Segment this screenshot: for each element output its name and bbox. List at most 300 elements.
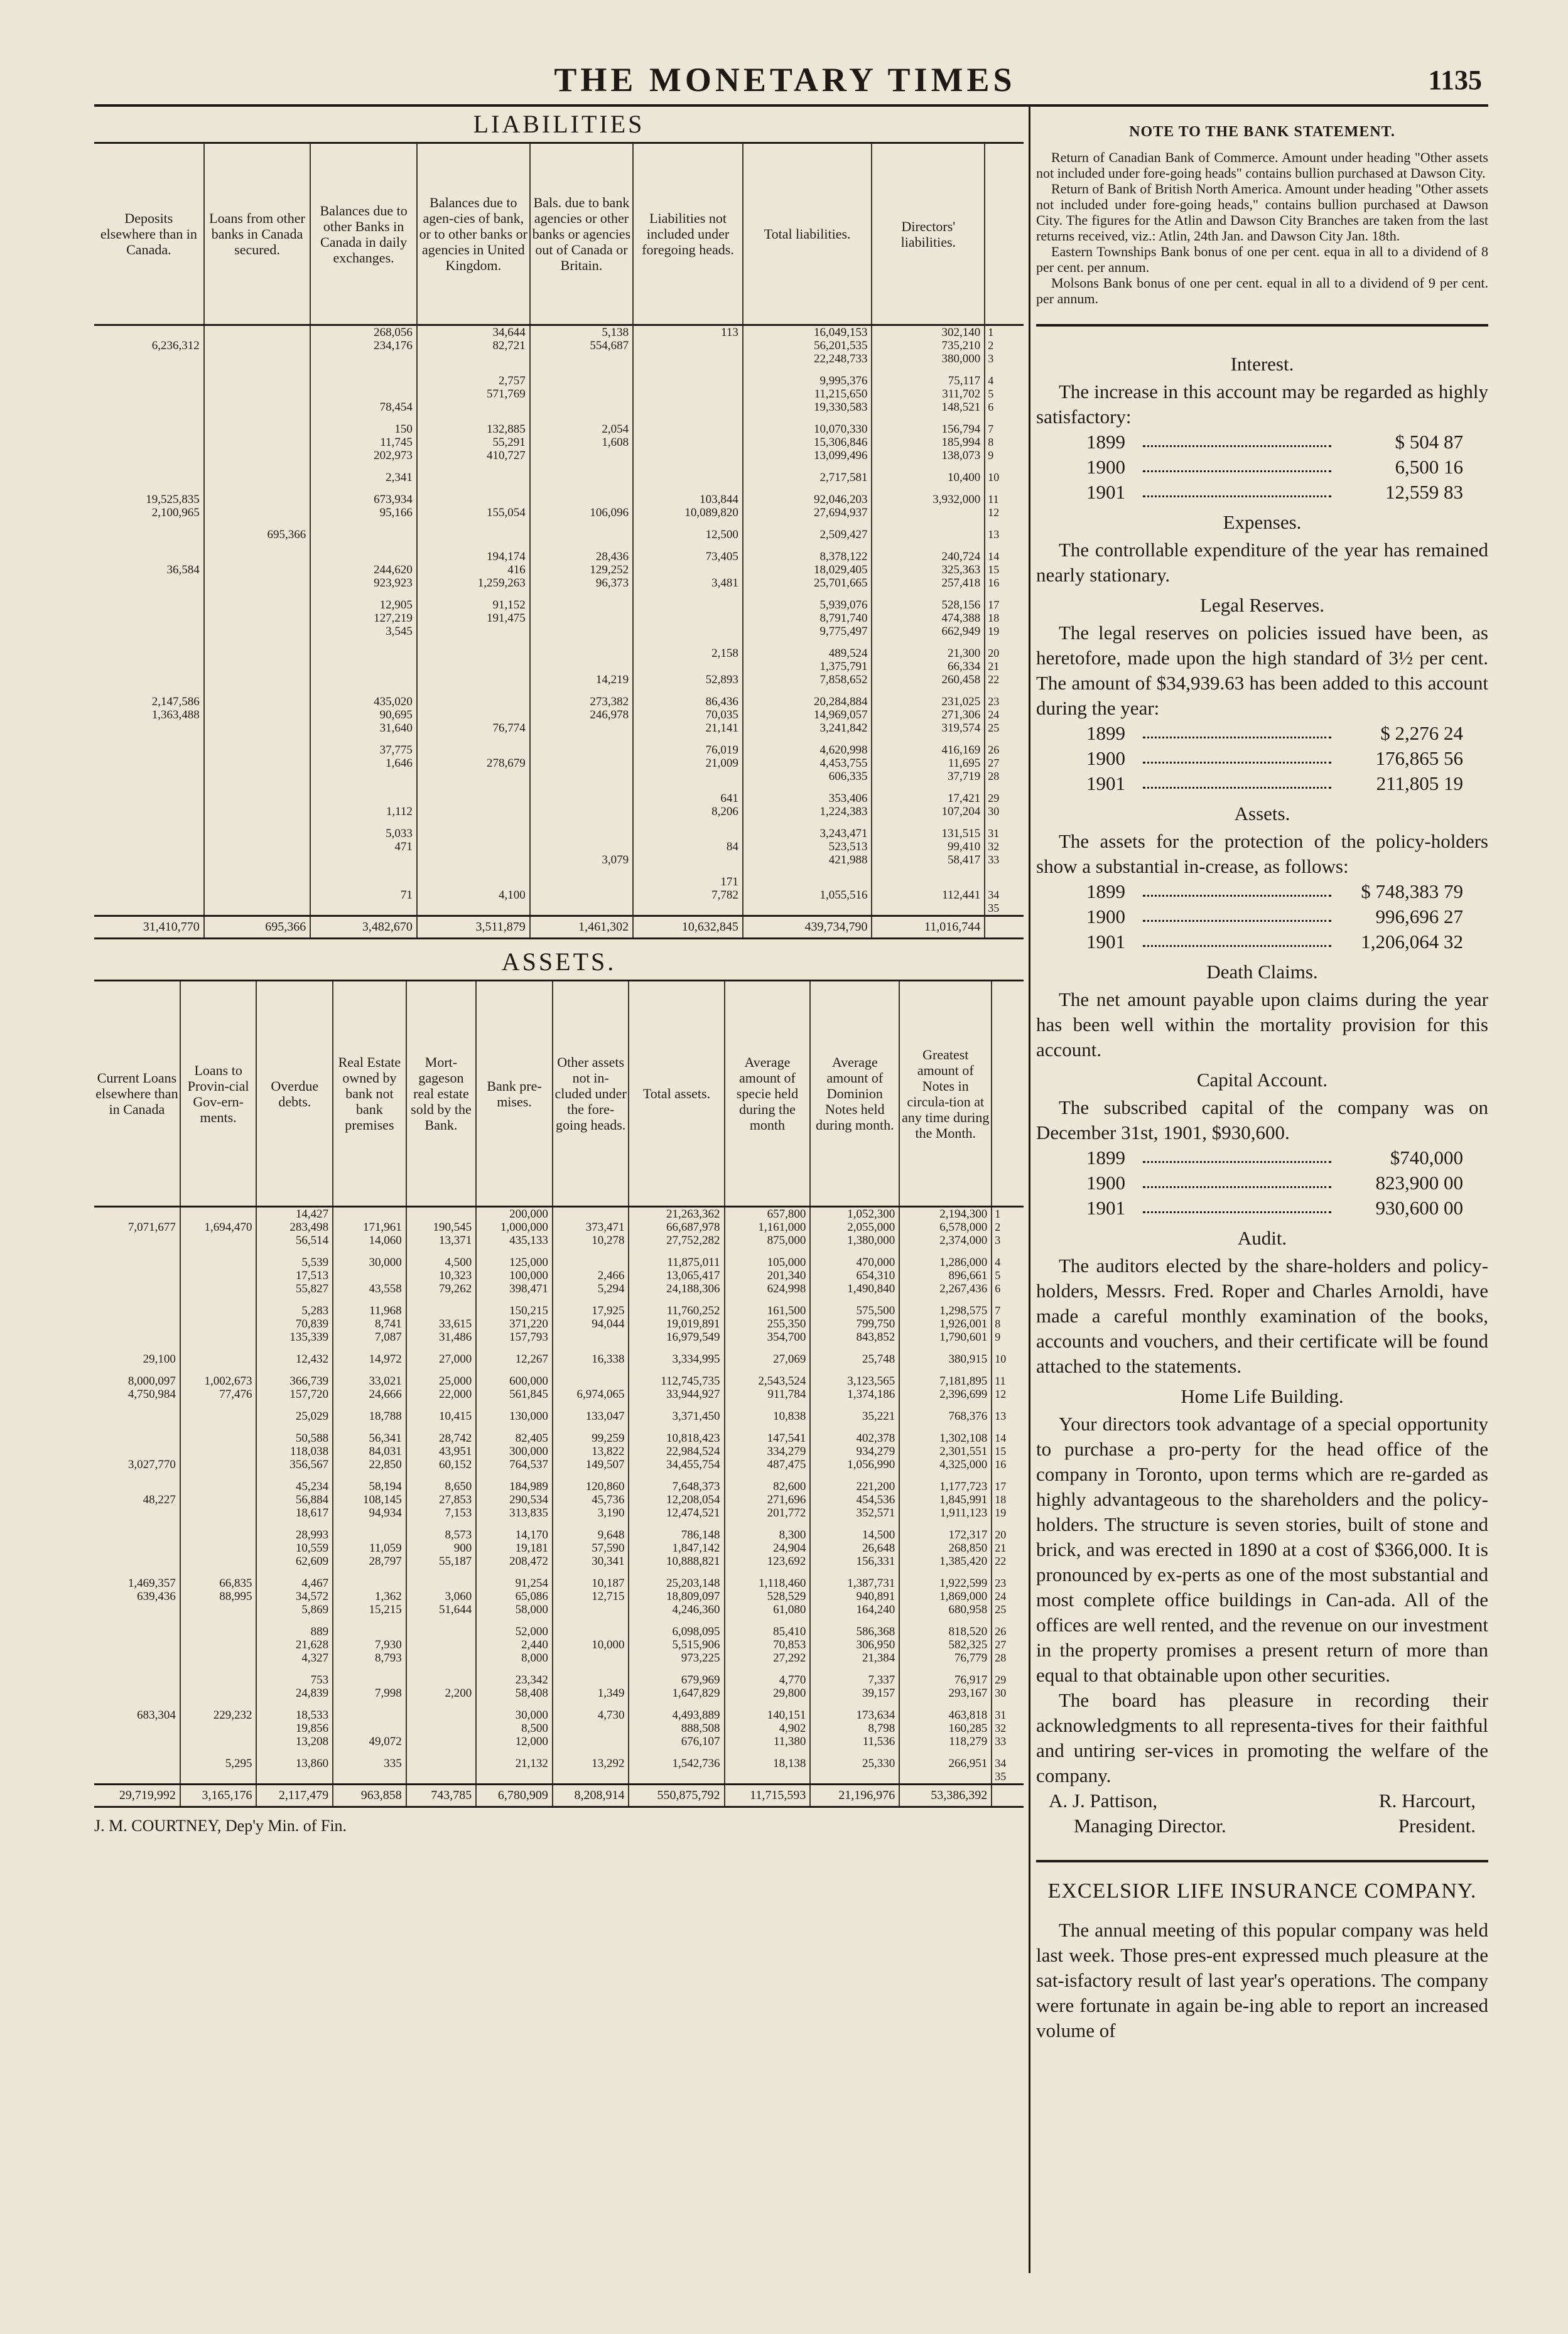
liabilities-cell	[310, 647, 417, 660]
spacer-cell	[180, 1471, 257, 1480]
liabilities-cell: 21,141	[633, 721, 743, 735]
liabilities-row	[94, 528, 1024, 541]
assets-cell: 43,951	[406, 1445, 477, 1458]
spacer-cell	[94, 1520, 180, 1528]
assets-cell	[333, 1625, 406, 1638]
liabilities-row	[94, 889, 1024, 902]
spacer-cell	[629, 1568, 724, 1577]
spacer-cell	[553, 1616, 629, 1625]
liabilities-cell: 37,775	[310, 743, 417, 757]
assets-cell: 586,368	[810, 1625, 899, 1638]
spacer-cell	[180, 1748, 257, 1757]
assets-cell	[94, 1638, 180, 1651]
liabilities-cell: 554,687	[530, 339, 633, 352]
liabilities-cell: 2,757	[417, 374, 530, 387]
liabilities-row	[94, 563, 1024, 576]
assets-cell: 19,856	[256, 1722, 333, 1735]
assets-cell	[810, 1770, 899, 1785]
row-spacer	[94, 686, 1024, 695]
dot-leader	[1143, 1170, 1331, 1188]
liabilities-cell: 27,694,937	[743, 506, 872, 519]
liabilities-column-header: Deposits elsewhere than in Canada.	[94, 143, 204, 325]
liabilities-row	[94, 840, 1024, 853]
figure-year: 1899	[1086, 1147, 1125, 1169]
row-number: 21	[985, 660, 1024, 673]
liabilities-cell	[94, 449, 204, 462]
assets-cell: 7,930	[333, 1638, 406, 1651]
assets-cell: 30,000	[333, 1256, 406, 1269]
assets-cell: 21,132	[476, 1757, 553, 1770]
dot-leader	[1143, 929, 1331, 947]
liabilities-cell	[417, 660, 530, 673]
spacer-cell	[406, 1423, 477, 1432]
spacer-cell	[94, 1366, 180, 1375]
spacer-cell	[310, 867, 417, 875]
spacer-cell	[476, 1247, 553, 1256]
liabilities-cell	[204, 563, 311, 576]
row-number: 22	[992, 1555, 1024, 1568]
spacer-cell	[553, 1344, 629, 1353]
spacer-cell	[553, 1665, 629, 1673]
liabilities-cell: 416,169	[872, 743, 985, 757]
liabilities-cell: 278,679	[417, 757, 530, 770]
liabilities-cell	[633, 660, 743, 673]
assets-cell: 62,609	[256, 1555, 333, 1568]
assets-cell: 7,181,895	[899, 1375, 992, 1388]
liabilities-cell: 11,215,650	[743, 387, 872, 401]
liabilities-cell: 3,545	[310, 625, 417, 638]
liabilities-row	[94, 550, 1024, 563]
row-number: 8	[985, 436, 1024, 449]
spacer-cell	[310, 414, 417, 423]
spacer-cell	[725, 1700, 811, 1709]
row-spacer	[94, 783, 1024, 792]
liabilities-cell	[204, 387, 311, 401]
assets-cell: 13,208	[256, 1735, 333, 1748]
liabilities-cell	[633, 471, 743, 484]
assets-cell: 12,474,521	[629, 1506, 724, 1520]
liabilities-cell: 150	[310, 423, 417, 436]
liabilities-cell: 202,973	[310, 449, 417, 462]
spacer-cell	[899, 1295, 992, 1304]
assets-cell: 2,466	[553, 1269, 629, 1282]
liabilities-cell: 25,701,665	[743, 576, 872, 590]
capital-figures	[1036, 1145, 1488, 1221]
liabilities-cell	[94, 827, 204, 840]
assets-row	[94, 1221, 1024, 1234]
liabilities-cell	[633, 436, 743, 449]
spacer-cell	[94, 735, 204, 743]
assets-cell: 201,340	[725, 1269, 811, 1282]
liabilities-cell: 319,574	[872, 721, 985, 735]
row-number: 20	[985, 647, 1024, 660]
assets-cell	[94, 1542, 180, 1555]
spacer-cell	[899, 1366, 992, 1375]
liabilities-cell	[204, 339, 311, 352]
deputy-minister-signature: J. M. COURTNEY, Dep'y Min. of Fin.	[94, 1817, 347, 1835]
assets-column-header	[992, 981, 1024, 1207]
assets-total-cell: 29,719,992	[94, 1785, 180, 1807]
liabilities-row	[94, 673, 1024, 686]
spacer-cell	[94, 1748, 180, 1757]
spacer-cell	[530, 867, 633, 875]
liabilities-cell: 240,724	[872, 550, 985, 563]
spacer-cell	[633, 519, 743, 528]
spacer-cell	[530, 818, 633, 827]
assets-cell	[180, 1603, 257, 1616]
signature-titles	[1036, 1813, 1488, 1839]
assets-cell	[94, 1528, 180, 1542]
spacer-cell	[629, 1748, 724, 1757]
liabilities-row	[94, 792, 1024, 805]
liabilities-cell	[94, 757, 204, 770]
page-number: 1135	[1428, 65, 1482, 95]
assets-cell: 8,573	[406, 1528, 477, 1542]
assets-row	[94, 1282, 1024, 1295]
spacer-cell	[310, 484, 417, 493]
spacer-cell	[899, 1568, 992, 1577]
article-rule	[1036, 1860, 1488, 1862]
assets-cell: 1,469,357	[127, 1577, 176, 1590]
liabilities-cell	[417, 352, 530, 365]
liabilities-cell	[204, 436, 311, 449]
assets-row	[94, 1722, 1024, 1735]
liabilities-cell: 246,978	[530, 708, 633, 721]
spacer-cell	[94, 1665, 180, 1673]
liabilities-cell	[530, 352, 633, 365]
spacer-cell	[204, 867, 311, 875]
assets-cell: 22,984,524	[629, 1445, 724, 1458]
liabilities-cell: 435,020	[310, 695, 417, 708]
liabilities-row	[94, 647, 1024, 660]
assets-cell	[180, 1353, 257, 1366]
liabilities-cell	[417, 528, 530, 541]
spacer-cell	[310, 686, 417, 695]
assets-cell: 639,436	[137, 1590, 176, 1603]
assets-cell: 1,052,300	[810, 1207, 899, 1221]
liabilities-cell: 103,844	[633, 493, 743, 506]
assets-cell: 84,031	[333, 1445, 406, 1458]
spacer-cell	[417, 541, 530, 550]
assets-total-cell: 21,196,976	[810, 1785, 899, 1807]
spacer-cell	[992, 1700, 1024, 1709]
assets-cell: 135,339	[256, 1331, 333, 1344]
spacer-cell	[743, 414, 872, 423]
spacer-cell	[333, 1748, 406, 1757]
assets-cell: 2,440	[476, 1638, 553, 1651]
assets-cell: 33,021	[333, 1375, 406, 1388]
row-spacer	[94, 1616, 1024, 1625]
liabilities-cell	[204, 401, 311, 414]
assets-cell: 12,432	[256, 1353, 333, 1366]
excelsior-heading: EXCELSIOR LIFE INSURANCE COMPANY.	[1047, 1879, 1477, 1903]
assets-cell	[406, 1625, 477, 1638]
liabilities-row	[94, 423, 1024, 436]
assets-row	[94, 1493, 1024, 1506]
liabilities-row	[94, 853, 1024, 867]
liabilities-cell	[417, 840, 530, 853]
assets-row	[94, 1506, 1024, 1520]
liabilities-cell: 3,481	[633, 576, 743, 590]
liabilities-cell: 96,373	[530, 576, 633, 590]
liabilities-cell: 138,073	[872, 449, 985, 462]
assets-cell: 19,019,891	[629, 1317, 724, 1331]
liabilities-row	[94, 401, 1024, 414]
assets-cell	[180, 1432, 257, 1445]
assets-cell: 753	[256, 1673, 333, 1687]
liabilities-cell	[94, 805, 204, 818]
row-number: 2	[992, 1221, 1024, 1234]
assets-cell	[94, 1480, 180, 1493]
assets-cell: 380,915	[899, 1353, 992, 1366]
row-number: 15	[992, 1445, 1024, 1458]
assets-cell: 12,267	[476, 1353, 553, 1366]
row-number: 15	[985, 563, 1024, 576]
assets-total-cell: 2,117,479	[256, 1785, 333, 1807]
assets-cell: 70,839	[256, 1317, 333, 1331]
dot-leader	[1143, 904, 1331, 922]
liabilities-cell: 3,932,000	[872, 493, 985, 506]
spacer-cell	[530, 686, 633, 695]
assets-cell: 9,648	[553, 1528, 629, 1542]
spacer-cell	[629, 1700, 724, 1709]
assets-cell: 1,298,575	[899, 1304, 992, 1317]
liabilities-cell	[94, 875, 204, 889]
spacer-cell	[94, 365, 204, 374]
row-number: 3	[985, 352, 1024, 365]
spacer-cell	[629, 1247, 724, 1256]
assets-cell: 1,869,000	[899, 1590, 992, 1603]
liabilities-row	[94, 902, 1024, 916]
dot-leader	[1143, 480, 1331, 497]
liabilities-cell	[204, 889, 311, 902]
row-number: 31	[992, 1709, 1024, 1722]
liabilities-cell	[204, 625, 311, 638]
assets-cell: 1,056,990	[810, 1458, 899, 1471]
assets-cell: 35,221	[810, 1410, 899, 1423]
assets-cell	[94, 1735, 180, 1748]
row-spacer	[94, 1568, 1024, 1577]
assets-cell: 3,190	[553, 1506, 629, 1520]
liabilities-cell	[530, 757, 633, 770]
assets-cell: 85,410	[725, 1625, 811, 1638]
assets-cell: 4,246,360	[629, 1603, 724, 1616]
assets-cell: 2,055,000	[810, 1221, 899, 1234]
row-spacer	[94, 638, 1024, 647]
assets-cell: 27,000	[406, 1353, 477, 1366]
spacer-cell	[992, 1295, 1024, 1304]
assets-cell	[94, 1555, 180, 1568]
spacer-cell	[743, 783, 872, 792]
liabilities-cell	[94, 625, 204, 638]
assets-cell: 48,227	[143, 1493, 176, 1506]
liabilities-title: LIABILITIES	[473, 110, 645, 138]
assets-cell	[406, 1304, 477, 1317]
assets-cell: 11,059	[333, 1542, 406, 1555]
assets-cell: 366,739	[256, 1375, 333, 1388]
liabilities-cell: 21,009	[633, 757, 743, 770]
assets-cell: 56,514	[256, 1234, 333, 1247]
assets-cell	[180, 1331, 257, 1344]
figure-line	[1036, 430, 1488, 455]
assets-cell: 11,536	[810, 1735, 899, 1748]
spacer-cell	[406, 1665, 477, 1673]
row-number: 16	[992, 1458, 1024, 1471]
spacer-cell	[725, 1616, 811, 1625]
assets-cell	[180, 1410, 257, 1423]
liabilities-cell	[530, 647, 633, 660]
assets-cell	[180, 1687, 257, 1700]
assets-cell	[94, 1770, 180, 1785]
liabilities-cell	[417, 673, 530, 686]
row-spacer	[94, 1748, 1024, 1757]
row-number: 5	[992, 1269, 1024, 1282]
spacer-cell	[417, 462, 530, 471]
paragraph: Your directors took advantage of a special opportunity to purchase a pro-perty for the head office of the company in Toronto, upon terms which are re-garded as highly advantageous to the shareholders and the policy-holders. The structure is seven stories, built of stone and brick, and was erected in 1890 at a cost of $366,000. It is pronounced by ex-perts as one of the most substantial and most complete office buildings in Can-ada. All of the offices are well rented, and the revenue on our investment in the property promises a present return of more than equal to that obtainable upon other securities.	[1036, 1413, 1488, 1686]
spacer-cell	[633, 735, 743, 743]
spacer-cell	[629, 1366, 724, 1375]
liabilities-cell	[204, 647, 311, 660]
liabilities-cell	[204, 423, 311, 436]
assets-cell: 1,490,840	[810, 1282, 899, 1295]
row-number: 17	[985, 598, 1024, 612]
assets-cell	[553, 1722, 629, 1735]
assets-row	[94, 1458, 1024, 1471]
figure-amount: $ 504 87	[1395, 431, 1463, 453]
row-number: 9	[985, 449, 1024, 462]
spacer-cell	[553, 1748, 629, 1757]
liabilities-cell: 75,117	[872, 374, 985, 387]
spacer-cell	[204, 519, 311, 528]
assets-cell	[180, 1480, 257, 1493]
spacer-cell	[985, 735, 1024, 743]
row-number: 8	[992, 1317, 1024, 1331]
spacer-cell	[204, 818, 311, 827]
row-number: 30	[992, 1687, 1024, 1700]
dot-leader	[1143, 1145, 1331, 1163]
row-number: 4	[992, 1256, 1024, 1269]
assets-cell: 1,002,673	[180, 1375, 257, 1388]
figure-line	[1036, 1145, 1488, 1170]
assets-cell	[553, 1603, 629, 1616]
figure-year: 1899	[1086, 431, 1125, 453]
assets-cell: 4,327	[256, 1651, 333, 1665]
assets-cell: 125,000	[476, 1256, 553, 1269]
liabilities-cell	[94, 889, 204, 902]
assets-cell: 4,730	[553, 1709, 629, 1722]
row-spacer	[94, 462, 1024, 471]
spacer-cell	[333, 1401, 406, 1410]
spacer-cell	[872, 590, 985, 598]
assets-cell	[406, 1709, 477, 1722]
assets-column-header: Real Estate owned by bank not bank premises	[333, 981, 406, 1207]
assets-cell: 200,000	[476, 1207, 553, 1221]
title-managing-director: Managing Director.	[1074, 1815, 1226, 1837]
assets-row	[94, 1410, 1024, 1423]
assets-cell: 147,541	[725, 1432, 811, 1445]
spacer-cell	[180, 1401, 257, 1410]
liabilities-cell: 112,441	[872, 889, 985, 902]
spacer-cell	[406, 1366, 477, 1375]
row-number	[985, 875, 1024, 889]
assets-total-cell: 963,858	[333, 1785, 406, 1807]
spacer-cell	[310, 365, 417, 374]
assets-total-cell: 6,780,909	[476, 1785, 553, 1807]
liabilities-cell	[633, 352, 743, 365]
assets-cell: 8,741	[333, 1317, 406, 1331]
assets-cell: 22,850	[333, 1458, 406, 1471]
liabilities-total-cell: 439,734,790	[743, 916, 872, 939]
figure-year: 1899	[1086, 880, 1125, 902]
liabilities-cell	[94, 401, 204, 414]
spacer-cell	[417, 686, 530, 695]
liabilities-cell	[872, 875, 985, 889]
liabilities-cell: 113	[633, 325, 743, 340]
assets-cell: 24,666	[333, 1388, 406, 1401]
assets-cell: 157,793	[476, 1331, 553, 1344]
spacer-cell	[553, 1295, 629, 1304]
assets-column-header: Greatest amount of Notes in circula-tion at any time during the Month.	[899, 981, 992, 1207]
assets-column-header: Total assets.	[629, 981, 724, 1207]
liabilities-column-header	[985, 143, 1024, 325]
liabilities-cell	[530, 625, 633, 638]
assets-cell: 1,694,470	[180, 1221, 257, 1234]
assets-cell: 82,600	[725, 1480, 811, 1493]
row-number: 7	[992, 1304, 1024, 1317]
liabilities-row	[94, 660, 1024, 673]
spacer-cell	[256, 1423, 333, 1432]
spacer-cell	[417, 519, 530, 528]
assets-cell: 34,455,754	[629, 1458, 724, 1471]
assets-cell: 88,995	[180, 1590, 257, 1603]
spacer-cell	[810, 1295, 899, 1304]
assets-cell	[553, 1735, 629, 1748]
assets-cell	[333, 1269, 406, 1282]
row-number: 6	[985, 401, 1024, 414]
assets-cell	[180, 1493, 257, 1506]
note-paragraph: Eastern Townships Bank bonus of one per cent. equa in all to a dividend of 8 per cent. per annum.	[1036, 244, 1488, 275]
spacer-cell	[985, 484, 1024, 493]
assets-cell: 679,969	[629, 1673, 724, 1687]
assets-cell: 1,161,000	[725, 1221, 811, 1234]
paragraph: The increase in this account may be regarded as highly satisfactory:	[1036, 381, 1488, 428]
liabilities-cell: 66,334	[872, 660, 985, 673]
liabilities-cell: 11,745	[310, 436, 417, 449]
assets-row	[94, 1388, 1024, 1401]
spacer-cell	[633, 590, 743, 598]
assets-cell: 4,467	[256, 1577, 333, 1590]
spacer-cell	[417, 867, 530, 875]
liabilities-cell: 28,436	[530, 550, 633, 563]
assets-total-cell: 550,875,792	[629, 1785, 724, 1807]
assets-row	[94, 1528, 1024, 1542]
liabilities-column-header: Directors' liabilities.	[872, 143, 985, 325]
assets-cell: 21,263,362	[629, 1207, 724, 1221]
assets-cell: 11,875,011	[629, 1256, 724, 1269]
liabilities-row	[94, 339, 1024, 352]
spacer-cell	[633, 541, 743, 550]
liabilities-cell: 131,515	[872, 827, 985, 840]
liabilities-cell: 410,727	[417, 449, 530, 462]
spacer-cell	[743, 541, 872, 550]
assets-cell: 140,151	[725, 1709, 811, 1722]
assets-cell: 184,989	[476, 1480, 553, 1493]
spacer-cell	[872, 414, 985, 423]
row-number: 22	[985, 673, 1024, 686]
spacer-cell	[992, 1471, 1024, 1480]
assets-row	[94, 1256, 1024, 1269]
row-spacer	[94, 1247, 1024, 1256]
